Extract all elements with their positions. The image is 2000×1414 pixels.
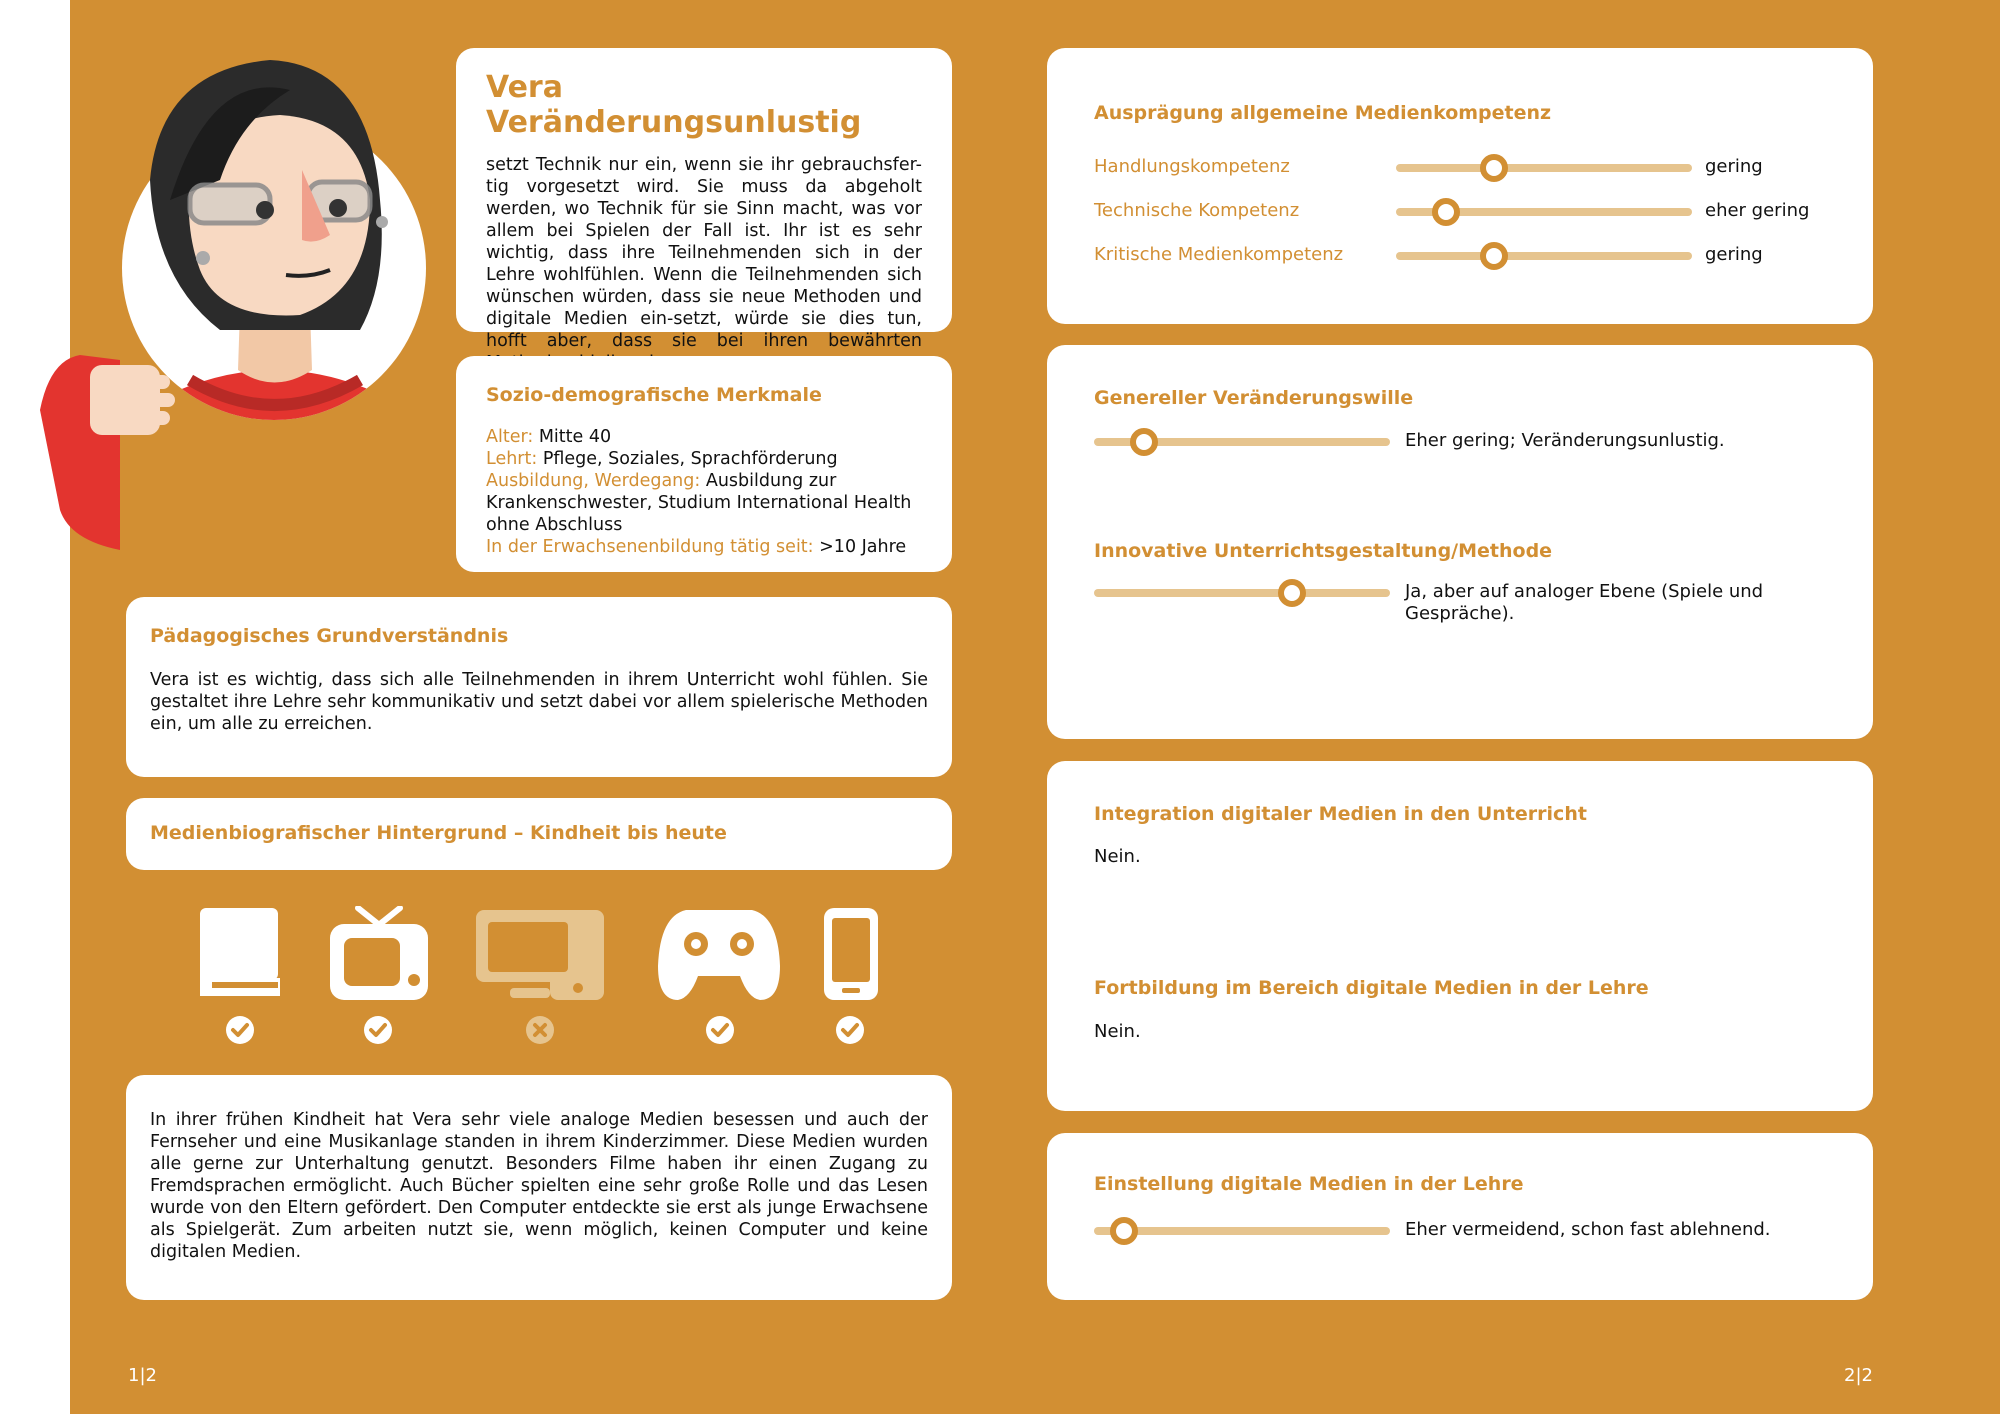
age-value: Mitte 40 [538, 427, 612, 447]
integration-value: Nein. [1094, 846, 1141, 867]
pedagogy-card [126, 597, 952, 777]
socio-heading: Sozio-demografische Merkmale [486, 384, 822, 406]
computer-icon [474, 906, 606, 1002]
innovation-value: Ja, aber auf analoger Ebene (Spiele und Gespräche). [1405, 581, 1764, 624]
attitude-slider-knob [1110, 1217, 1138, 1245]
teaches-label: Lehrt: [486, 449, 538, 469]
pedagogy-text: Vera ist es wichtig, dass sich alle Teilnehmenden in ihrem Unterricht wohl fühlen. Sie gestaltet ihre Lehre sehr kommunikativ und setzt dabei vor allem spielerische Methoden ein, um alle zu erreichen. [150, 670, 928, 734]
attitude-value: Eher vermeidend, schon fast ablehnend. [1405, 1219, 1771, 1240]
competence-row-value: eher gering [1705, 200, 1810, 221]
competence-heading: Ausprägung allgemeine Medienkompetenz [1094, 102, 1552, 124]
competence-row-label: Kritische Medienkompetenz [1094, 244, 1344, 265]
competence-row-value: gering [1705, 244, 1763, 265]
competence-row-label: Handlungskompetenz [1094, 156, 1290, 177]
change-slider-knob [1130, 428, 1158, 456]
since-label: In der Erwachsenenbildung tätig seit: [486, 537, 814, 557]
page-number-right: 2|2 [1844, 1365, 1873, 1386]
persona-intro-card [456, 48, 952, 351]
education-label: Ausbildung, Werdegang: [486, 471, 701, 491]
media-bio-text-card [126, 1075, 952, 1300]
persona-name: Vera Veränderungsunlustig [486, 70, 862, 140]
innovation-heading: Innovative Unterrichtsgestaltung/Methode [1094, 540, 1553, 562]
check-icon [226, 1016, 254, 1044]
competence-row-label: Technische Kompetenz [1094, 200, 1300, 221]
education-value: Ausbildung zur Krankenschwester, Studium International Health ohne Abschluss [486, 471, 912, 535]
socio-list [486, 426, 922, 558]
competence-slider-knob [1480, 242, 1508, 270]
change-heading: Genereller Veränderungswille [1094, 387, 1414, 409]
change-slider [1094, 438, 1390, 446]
competence-slider [1396, 252, 1692, 260]
training-heading: Fortbildung im Bereich digitale Medien in der Lehre [1094, 977, 1649, 999]
persona-avatar [40, 30, 440, 560]
competence-slider-knob [1432, 198, 1460, 226]
integration-heading: Integration digitaler Medien in den Unterricht [1094, 803, 1587, 825]
competence-slider-knob [1480, 154, 1508, 182]
gamepad-icon [656, 906, 782, 1002]
persona-intro-text: setzt Technik nur ein, wenn sie ihr gebrauchsfer-tig vorgesetzt wird. Sie muss da abgeholt werden, wo Technik für sie Sinn macht, was vor allem bei Spielen der Fall ist. Ihr ist es sehr wichtig, dass ihre Teilnehmenden sich in der Lehre wohlfühlen. Wenn die Teilnehmenden sich wünschen würden, dass sie neue Methoden und digitale Medien ein-setzt, würde sie dies tun, hofft aber, dass sie bei ihren bewährten [486, 155, 922, 351]
page-number-left: 1|2 [128, 1365, 157, 1386]
change-card [1047, 345, 1873, 739]
innovation-slider [1094, 589, 1390, 597]
training-value: Nein. [1094, 1021, 1141, 1042]
pedagogy-heading: Pädagogisches Grundverständnis [150, 625, 509, 647]
attitude-heading: Einstellung digitale Medien in der Lehre [1094, 1173, 1524, 1195]
media-bio-text: In ihrer frühen Kindheit hat Vera sehr viele analoge Medien besessen und auch der Fernseher und eine Musikanlage standen in ihrem Kinderzimmer. Diese Medien wurden alle gerne zur Unterhaltung genutzt. Besonders Filme haben ihr einen Zugang zu Fremdsprachen ermöglicht. Auch Bücher spielten eine sehr große Rolle und das Lesen wurde von den Eltern gefördert. Den Computer entdeckte sie erst als junge Erwachsene als Spielgerät. Zum arbeiten nutzt sie, wenn möglich, keinen Computer und keine digitalen Medien. [150, 1110, 928, 1262]
attitude-slider [1094, 1227, 1390, 1235]
socio-card [456, 356, 952, 572]
competence-slider [1396, 208, 1692, 216]
change-value: Eher gering; Veränderungsunlustig. [1405, 430, 1725, 451]
check-icon [364, 1016, 392, 1044]
age-label: Alter: [486, 427, 534, 447]
since-value: >10 Jahre [819, 537, 907, 557]
tv-icon [328, 906, 430, 1002]
innovation-slider-knob [1278, 579, 1306, 607]
competence-card [1047, 48, 1873, 324]
book-icon [198, 906, 282, 1000]
attitude-card [1047, 1133, 1873, 1300]
media-bio-heading: Medienbiografischer Hintergrund – Kindheit bis heute [150, 822, 727, 844]
integration-card [1047, 761, 1873, 1111]
smartphone-icon [822, 906, 880, 1002]
media-bio-heading-card [126, 798, 952, 870]
check-icon [706, 1016, 734, 1044]
competence-slider [1396, 164, 1692, 172]
competence-row-value: gering [1705, 156, 1763, 177]
teaches-value: Pflege, Soziales, Sprachförderung [542, 449, 838, 469]
check-icon [836, 1016, 864, 1044]
cross-icon [526, 1016, 554, 1044]
